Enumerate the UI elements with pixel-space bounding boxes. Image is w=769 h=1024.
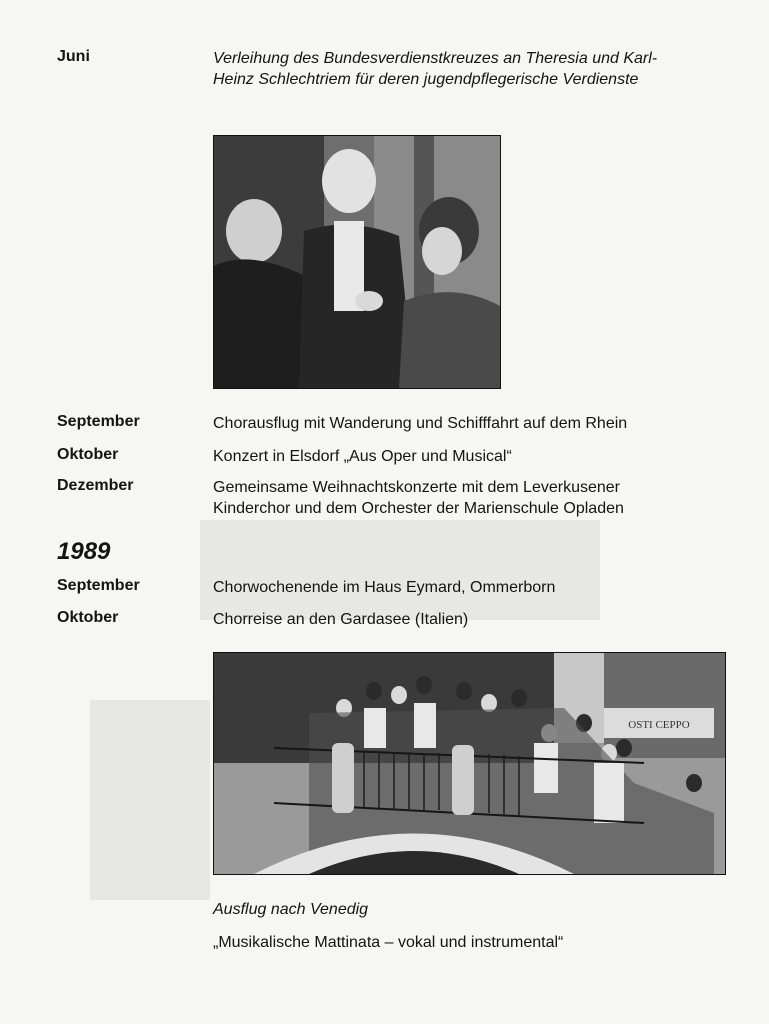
shop-sign-text: OSTI CEPPO bbox=[628, 719, 690, 731]
entry-text: Gemeinsame Weihnachtskonzerte mit dem Leverkusener Kinderchor und dem Orchester der Marienschule Opladen bbox=[213, 479, 624, 517]
award-ceremony-photo bbox=[213, 135, 501, 389]
award-photo-image bbox=[214, 136, 500, 388]
entry-september-1989 bbox=[57, 577, 747, 601]
entry-text: Chorausflug mit Wanderung und Schifffahrt auf dem Rhein bbox=[213, 415, 628, 432]
entry-month: September bbox=[57, 577, 140, 594]
entry-text: Chorreise an den Gardasee (Italien) bbox=[213, 611, 469, 628]
entry-month: Oktober bbox=[57, 609, 119, 626]
photo-caption: Ausflug nach Venedig bbox=[213, 901, 369, 918]
entry-text: Chorwochenende im Haus Eymard, Ommerborn bbox=[213, 579, 556, 596]
entry-dezember-1988 bbox=[57, 477, 747, 523]
entry-month: Oktober bbox=[57, 446, 119, 463]
bleed-through-block bbox=[200, 520, 600, 620]
entry-text: Konzert in Elsdorf „Aus Oper und Musical“ bbox=[213, 448, 512, 465]
entry-month: Juni bbox=[57, 48, 90, 65]
mattinata-text: „Musikalische Mattinata – vokal und instrumental“ bbox=[213, 934, 564, 951]
entry-month: September bbox=[57, 413, 140, 430]
year-heading: 1989 bbox=[57, 538, 111, 565]
entry-text: Verleihung des Bundesverdienstkreuzes an Theresia und Karl-Heinz Schlechtriem für deren jugendpflegerische Verdienste bbox=[213, 50, 658, 88]
bleed-through-block bbox=[90, 700, 210, 900]
venice-photo-image bbox=[214, 653, 725, 874]
venice-group-photo bbox=[213, 652, 726, 875]
entry-oktober-1988 bbox=[57, 446, 747, 470]
entry-september-1988 bbox=[57, 413, 747, 437]
entry-juni bbox=[57, 48, 747, 118]
entry-month: Dezember bbox=[57, 477, 134, 494]
entry-oktober-1989 bbox=[57, 609, 747, 633]
